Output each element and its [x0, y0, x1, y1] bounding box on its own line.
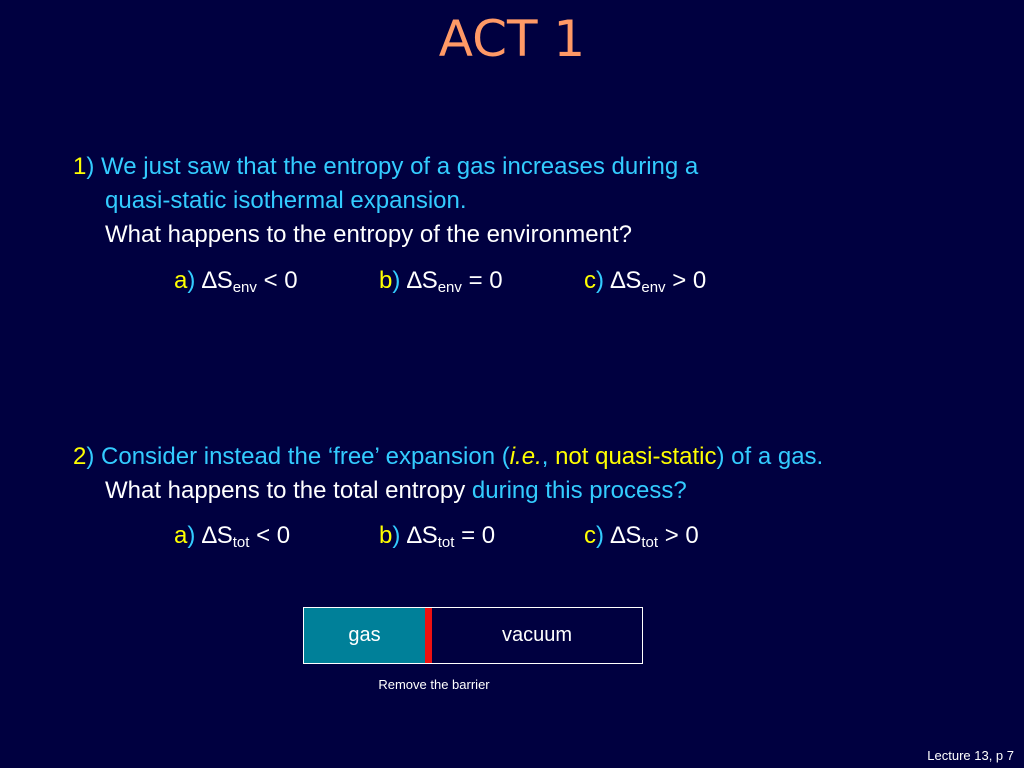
q1-option-b[interactable]: b) $\Delta S_{env} = 0$ [379, 267, 503, 296]
q2-question: What happens to the total entropy during this process? [105, 477, 687, 504]
vacuum-region: vacuum [501, 624, 573, 646]
q2-option-b[interactable]: b) $\Delta S_{tot} = 0$ [379, 522, 496, 551]
q1-question: What happens to the entropy of the environment? [105, 221, 633, 248]
gas-region: gas [304, 608, 425, 663]
slide-title: ACT 1 [438, 10, 586, 68]
q2-option-a[interactable]: a) $\Delta S_{tot} < 0$ [174, 522, 291, 551]
q2-line1: 2) Consider instead the ‘free’ expansion (i.e., not quasi-static) of a gas. [73, 443, 824, 470]
q1-line1: 1) We just saw that the entropy of a gas increases during a [73, 153, 699, 180]
q1-number: 1 [73, 153, 87, 180]
diagram-caption: Remove the barrier [378, 677, 490, 692]
q1-option-c[interactable]: c) $\Delta S_{env} > 0$ [584, 267, 707, 296]
q2-option-c[interactable]: c) $\Delta S_{tot} > 0$ [584, 522, 699, 551]
slide-footer: Lecture 13, p 7 [927, 748, 1014, 763]
q1-option-a[interactable]: a) $\Delta S_{env} < 0$ [174, 267, 298, 296]
q1-line2: quasi-static isothermal expansion. [105, 187, 467, 214]
expansion-diagram [303, 607, 643, 664]
q2-number: 2 [73, 443, 87, 470]
barrier [425, 608, 432, 663]
